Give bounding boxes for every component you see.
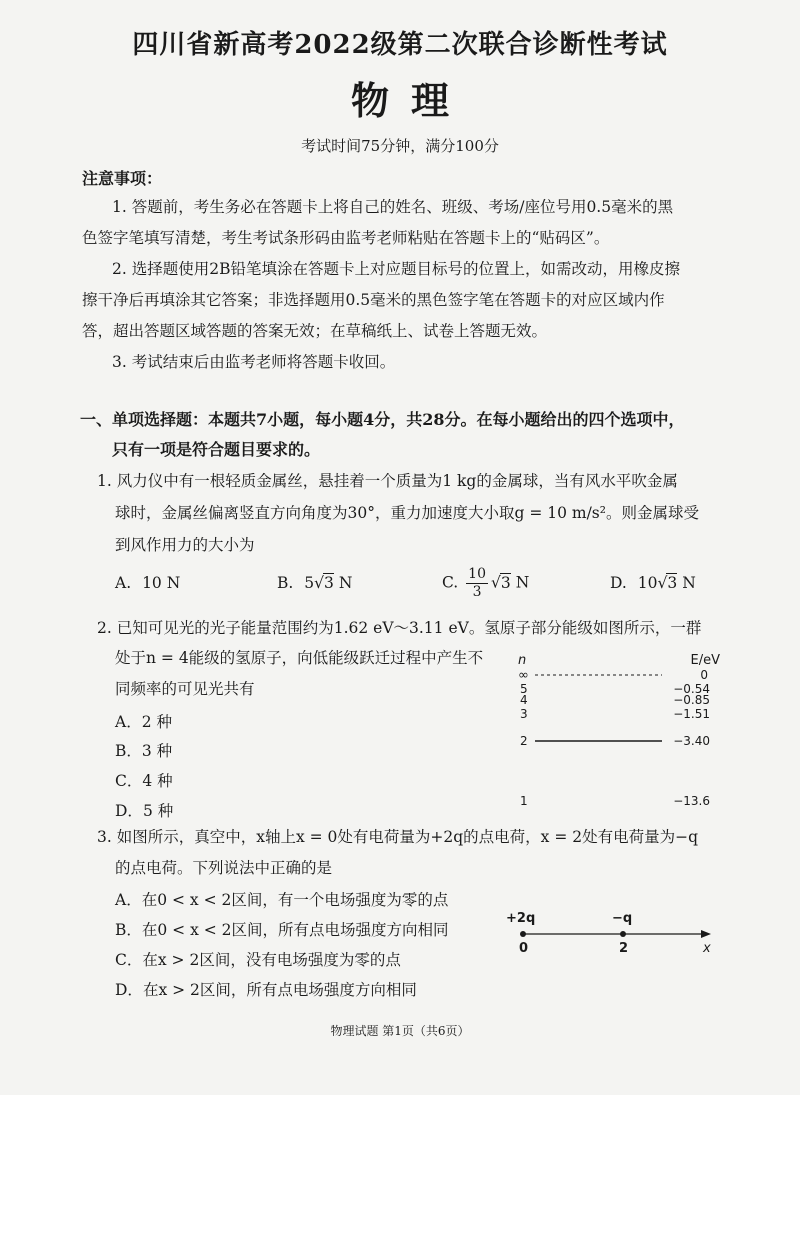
q3-option-c-label: C． bbox=[115, 951, 143, 969]
q1-option-a-text: 10 N bbox=[142, 574, 181, 592]
q1-option-b-coef: 5 bbox=[304, 574, 315, 592]
q2-option-a bbox=[115, 710, 172, 732]
q1-option-c-unit: N bbox=[515, 573, 530, 592]
energy-level-e-2: −3.40 bbox=[673, 734, 710, 748]
q1-option-a-label: A. bbox=[115, 574, 132, 592]
energy-level-e-3: −1.51 bbox=[673, 707, 710, 721]
q2-option-a-text: 2 种 bbox=[141, 713, 172, 731]
q3-option-b-label: B． bbox=[115, 921, 142, 939]
q1-option-d-unit: N bbox=[682, 574, 696, 592]
x-axis-label: x bbox=[703, 941, 711, 956]
notice-item-3-line-1: 3. 考试结束后由监考老师将答题卡收回。 bbox=[112, 353, 396, 371]
q1-option-d: D. 10√3 N bbox=[610, 574, 696, 592]
q1-option-b: B. 5√3 N bbox=[277, 574, 353, 592]
page-footer: 物理试题 第1页（共6页） bbox=[330, 1024, 470, 1038]
q1-option-c: C. $\frac{10}{3}$ √3 N bbox=[442, 566, 530, 600]
energy-level-n-1: 1 bbox=[520, 794, 528, 808]
exam-info: 考试时间75分钟，满分100分 bbox=[301, 137, 499, 155]
energy-level-diagram bbox=[510, 650, 730, 812]
energy-level-n-3: 3 bbox=[520, 707, 528, 721]
section-1-heading: 一、单项选择题：本题共7小题，每小题4分，共28分。在每小题给出的四个选项中， bbox=[80, 410, 685, 429]
energy-level-n-2: 2 bbox=[520, 734, 528, 748]
energy-level-e-inf: 0 bbox=[700, 668, 708, 682]
notice-item-1-line-1: 1. 答题前，考生务必在答题卡上将自己的姓名、班级、考场/座位号用0.5毫米的黑 bbox=[112, 198, 674, 216]
q3-option-a-text: 在0 < x < 2区间，有一个电场强度为零的点 bbox=[141, 891, 449, 909]
q1-option-c-denominator: 3 bbox=[472, 584, 482, 600]
q2-stem-line-2: 处于n = 4能级的氢原子，向低能级跃迁过程中产生不 bbox=[115, 649, 484, 667]
q1-option-c-radicand: 3 bbox=[500, 573, 511, 592]
q3-stem-line-2: 的点电荷。下列说法中正确的是 bbox=[115, 859, 333, 877]
charge-2-point bbox=[620, 931, 626, 937]
notice-item-1-line-2: 色签字笔填写清楚，考生考试条形码由监考老师粘贴在答题卡上的“贴码区”。 bbox=[82, 229, 610, 247]
q2-option-c-text: 4 种 bbox=[142, 772, 173, 790]
energy-level-n-4: 4 bbox=[520, 693, 528, 707]
q3-option-d bbox=[115, 978, 417, 1000]
q2-option-a-label: A． bbox=[115, 713, 142, 731]
q1-option-d-label: D. bbox=[610, 574, 627, 592]
q2-option-c bbox=[115, 769, 173, 791]
q2-option-d bbox=[115, 799, 173, 821]
q2-option-b-text: 3 种 bbox=[141, 742, 173, 760]
q2-option-c-label: C． bbox=[115, 772, 143, 790]
q1-option-b-radicand: 3 bbox=[324, 574, 334, 592]
energy-diagram-n-header: n bbox=[518, 653, 527, 668]
position-2-label: 2 bbox=[619, 941, 629, 956]
subject-title: 物理 bbox=[350, 78, 471, 123]
q1-option-c-numerator: 10 bbox=[468, 566, 486, 582]
energy-level-e-1: −13.6 bbox=[673, 794, 710, 808]
q2-stem-line-3: 同频率的可见光共有 bbox=[115, 680, 255, 698]
q3-option-c-text: 在x > 2区间，没有电场强度为零的点 bbox=[142, 951, 401, 969]
q1-option-d-radicand: 3 bbox=[667, 574, 678, 592]
q3-option-b bbox=[115, 918, 449, 940]
q2-option-b bbox=[115, 739, 172, 761]
q1-option-c-fraction bbox=[466, 566, 488, 601]
q3-option-a bbox=[115, 888, 448, 910]
q3-option-d-label: D． bbox=[115, 981, 143, 999]
q2-stem-line-1: 2. 已知可见光的光子能量范围约为1.62 eV～3.11 eV。氢原子部分能级如图所示，一群 bbox=[97, 619, 702, 637]
q1-stem-line-1: 1. 风力仪中有一根轻质金属丝，悬挂着一个质量为1 kg的金属球，当有风水平吹金属 bbox=[97, 472, 678, 490]
energy-diagram-e-header: E/eV bbox=[690, 653, 720, 668]
q3-option-c bbox=[115, 948, 401, 970]
q1-stem-line-2: 球时，金属丝偏离竖直方向角度为30°，重力加速度大小取g = 10 m/s²。则金属球受 bbox=[115, 504, 699, 522]
q1-option-b-label: B. bbox=[277, 574, 294, 592]
q3-option-a-label: A． bbox=[115, 891, 142, 909]
section-1-heading-cont: 只有一项是符合题目要求的。 bbox=[112, 440, 321, 459]
notice-heading: 注意事项： bbox=[82, 169, 163, 188]
charge-axis-diagram bbox=[500, 908, 720, 958]
notice-item-2-line-3: 答，超出答题区域答题的答案无效；在草稿纸上、试卷上答题无效。 bbox=[82, 322, 548, 340]
notice-item-2-line-1: 2. 选择题使用2B铅笔填涂在答题卡上对应题目标号的位置上，如需改动，用橡皮擦 bbox=[112, 260, 680, 278]
charge-1-label: +2q bbox=[506, 911, 536, 926]
exam-title: 四川省新高考2022级第二次联合诊断性考试 bbox=[132, 30, 668, 60]
position-0-label: 0 bbox=[519, 941, 529, 956]
q3-option-d-text: 在x > 2区间，所有点电场强度方向相同 bbox=[142, 981, 417, 999]
x-axis-arrow-icon bbox=[701, 930, 711, 938]
q3-stem-line-1: 3. 如图所示，真空中，x轴上x = 0处有电荷量为+2q的点电荷，x = 2处有电荷量为−q bbox=[97, 828, 699, 846]
q1-option-b-unit: N bbox=[338, 574, 353, 592]
energy-level-e-4: −0.85 bbox=[673, 693, 710, 707]
q3-option-b-text: 在0 < x < 2区间，所有点电场强度方向相同 bbox=[141, 921, 449, 939]
energy-level-n-inf: ∞ bbox=[518, 668, 529, 683]
q1-stem-line-3: 到风作用力的大小为 bbox=[115, 536, 255, 554]
charge-2-label: −q bbox=[612, 911, 633, 926]
q2-option-d-label: D． bbox=[115, 802, 143, 820]
q1-option-d-coef: 10 bbox=[637, 574, 658, 592]
q1-option-c-label: C. bbox=[442, 573, 459, 592]
q2-option-b-label: B． bbox=[115, 742, 142, 760]
charge-1-point bbox=[520, 931, 526, 937]
notice-item-2-line-2: 擦干净后再填涂其它答案；非选择题用0.5毫米的黑色签字笔在答题卡的对应区域内作 bbox=[82, 291, 665, 309]
q1-option-a bbox=[115, 574, 180, 592]
energy-level-e-5: −0.54 bbox=[673, 682, 710, 696]
energy-level-n-5: 5 bbox=[520, 682, 528, 696]
q2-option-d-text: 5 种 bbox=[142, 802, 174, 820]
